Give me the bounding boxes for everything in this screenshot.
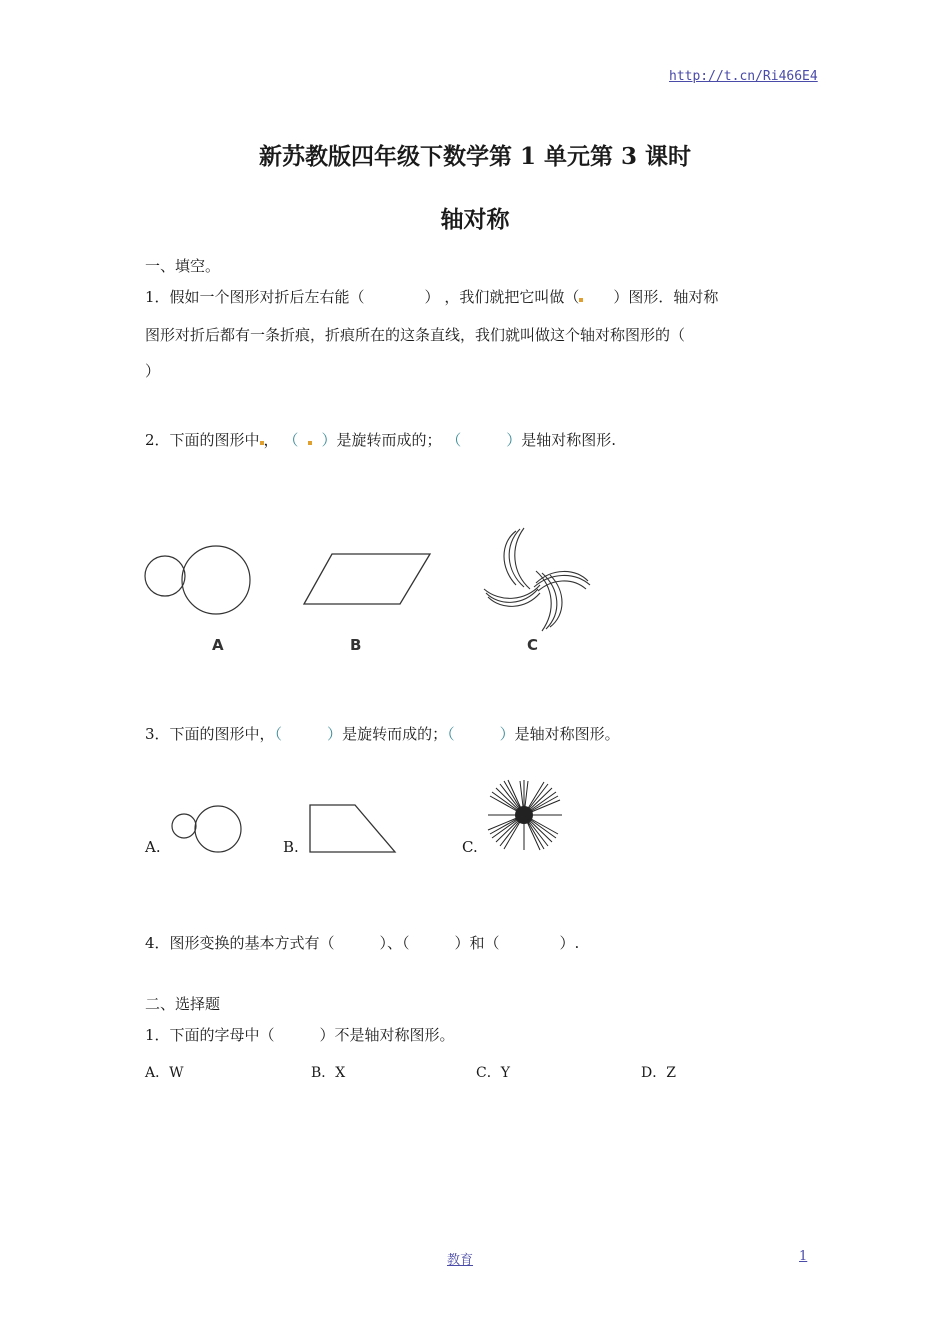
q3-blank1: （ ） bbox=[274, 725, 343, 743]
q2-figure-a bbox=[140, 540, 260, 620]
s2-q1-option-b: B．X bbox=[311, 1065, 346, 1081]
q1-part-a: 1．假如一个图形对折后左右能（ ） bbox=[145, 288, 440, 306]
q3-blank2: （ ） bbox=[447, 725, 515, 743]
q1-part-d: ）图形．轴对称 bbox=[583, 288, 719, 306]
q2-figure-c bbox=[480, 523, 595, 633]
q2-blank1-open: （ bbox=[283, 431, 299, 449]
section2-heading: 二、选择题 bbox=[145, 995, 221, 1013]
q3-prefix: 3．下面的图形中， bbox=[145, 725, 275, 743]
q1-line2: 图形对折后都有一条折痕，折痕所在的这条直线，我们就叫做这个轴对称图形的（ bbox=[145, 326, 686, 344]
q1-line1 bbox=[145, 286, 718, 307]
s2-q1-text: 1．下面的字母中（ ）不是轴对称图形。 bbox=[145, 1026, 455, 1044]
q2-text bbox=[145, 429, 616, 450]
q2-label-c: C bbox=[527, 636, 539, 654]
s2-q1-option-c: C．Y bbox=[476, 1065, 510, 1081]
q3-figure-c bbox=[486, 778, 566, 853]
source-url[interactable]: http://t.cn/Ri466E4 bbox=[669, 69, 818, 84]
s2-q1-option-d: D．Z bbox=[641, 1065, 676, 1081]
q4-text: 4．图形变换的基本方式有（ ）、（ ）和（ ）. bbox=[145, 934, 580, 952]
q2-suffix: 是轴对称图形. bbox=[521, 431, 617, 449]
q3-label-a: A. bbox=[145, 838, 161, 856]
q2-blank1-close: ） bbox=[321, 431, 337, 449]
q3-suffix: 是轴对称图形。 bbox=[514, 725, 620, 743]
q2-label-a: A bbox=[212, 636, 224, 654]
q2-label-b: B bbox=[350, 636, 362, 654]
page-subtitle: 轴对称 bbox=[440, 206, 510, 233]
q3-mid: 是旋转而成的； bbox=[342, 725, 448, 743]
q3-label-c: C. bbox=[462, 838, 478, 856]
q3-figure-a bbox=[168, 802, 248, 857]
q3-figure-b bbox=[305, 802, 400, 857]
q2-figure-b bbox=[300, 550, 435, 610]
page-title: 新苏教版四年级下数学第 1 单元第 3 课时 bbox=[258, 143, 692, 170]
page-number: 1 bbox=[799, 1249, 808, 1264]
q1-part-c: （ bbox=[564, 288, 580, 306]
q2-mid: 是旋转而成的； bbox=[336, 431, 442, 449]
q3-text bbox=[145, 723, 620, 744]
q2-blank2: （ ） bbox=[446, 431, 522, 449]
section1-heading: 一、填空。 bbox=[145, 257, 221, 275]
q3-label-b: B. bbox=[283, 838, 299, 856]
q1-part-b: ，我们就把它叫做 bbox=[444, 288, 565, 306]
q2-prefix: 2．下面的图形中 bbox=[145, 431, 260, 449]
footer-link[interactable]: 教育 bbox=[447, 1253, 474, 1268]
q1-line3: ） bbox=[145, 362, 161, 380]
s2-q1-option-a: A．W bbox=[145, 1065, 184, 1081]
q2-comma: ， bbox=[263, 431, 279, 449]
mark-dot bbox=[308, 441, 312, 445]
